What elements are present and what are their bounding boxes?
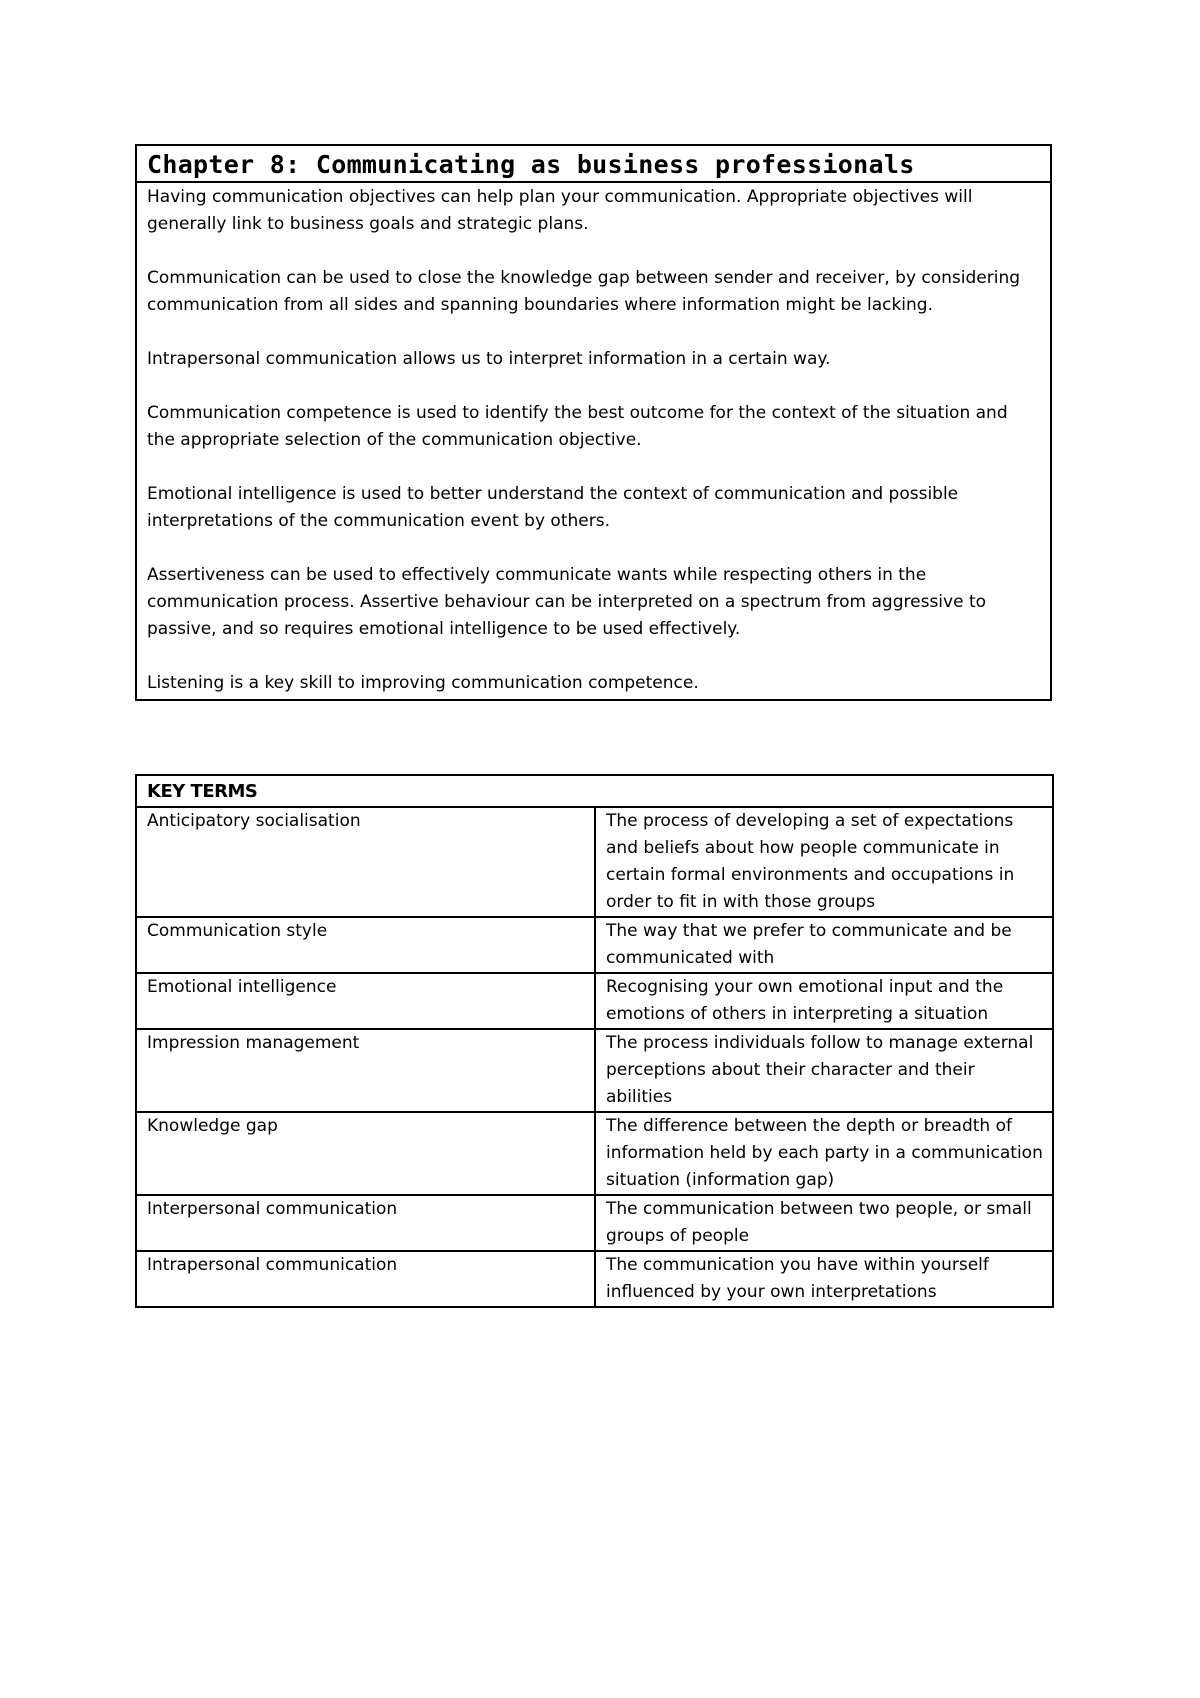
chapter-title: Chapter 8: Communicating as business professionals — [137, 146, 1050, 183]
chapter-summary-box — [135, 144, 1052, 701]
definition-cell: The communication you have within yourself influenced by your own interpretations — [595, 1251, 1053, 1307]
key-terms-heading: KEY TERMS — [136, 775, 1053, 807]
summary-paragraph: Assertiveness can be used to effectively communicate wants while respecting others in the communication process. Assertive behaviour can be interpreted on a spectrum from aggressive to passive, and so requires emotional intelligence to be used effectively. — [147, 565, 987, 639]
definition-cell: Recognising your own emotional input and the emotions of others in interpreting a situation — [595, 973, 1053, 1029]
table-row — [136, 1029, 1053, 1112]
summary-paragraph: Emotional intelligence is used to better understand the context of communication and possible interpretations of the communication event by others. — [147, 484, 959, 531]
summary-body — [137, 183, 1050, 699]
term-cell: Anticipatory socialisation — [136, 807, 595, 917]
term-cell: Communication style — [136, 917, 595, 973]
key-terms-header-row — [136, 775, 1053, 807]
table-row — [136, 973, 1053, 1029]
term-cell: Intrapersonal communication — [136, 1251, 595, 1307]
summary-paragraph: Listening is a key skill to improving communication competence. — [147, 673, 699, 693]
term-cell: Interpersonal communication — [136, 1195, 595, 1251]
summary-paragraph: Intrapersonal communication allows us to interpret information in a certain way. — [147, 349, 831, 369]
term-cell: Emotional intelligence — [136, 973, 595, 1029]
summary-paragraph: Communication can be used to close the knowledge gap between sender and receiver, by considering communication from all sides and spanning boundaries where information might be lacking. — [147, 268, 1021, 315]
summary-paragraph: Having communication objectives can help plan your communication. Appropriate objectives will generally link to business goals and strategic plans. — [147, 187, 973, 234]
table-row — [136, 1112, 1053, 1195]
term-cell: Knowledge gap — [136, 1112, 595, 1195]
definition-cell: The process of developing a set of expectations and beliefs about how people communicate in certain formal environments and occupations in order to fit in with those groups — [595, 807, 1053, 917]
table-row — [136, 1195, 1053, 1251]
definition-cell: The way that we prefer to communicate and be communicated with — [595, 917, 1053, 973]
table-row — [136, 917, 1053, 973]
key-terms-table — [135, 774, 1054, 1308]
definition-cell: The difference between the depth or breadth of information held by each party in a communication situation (information gap) — [595, 1112, 1053, 1195]
definition-cell: The process individuals follow to manage external perceptions about their character and their abilities — [595, 1029, 1053, 1112]
table-row — [136, 807, 1053, 917]
summary-paragraph: Communication competence is used to identify the best outcome for the context of the situation and the appropriate selection of the communication objective. — [147, 403, 1008, 450]
table-row — [136, 1251, 1053, 1307]
term-cell: Impression management — [136, 1029, 595, 1112]
definition-cell: The communication between two people, or small groups of people — [595, 1195, 1053, 1251]
